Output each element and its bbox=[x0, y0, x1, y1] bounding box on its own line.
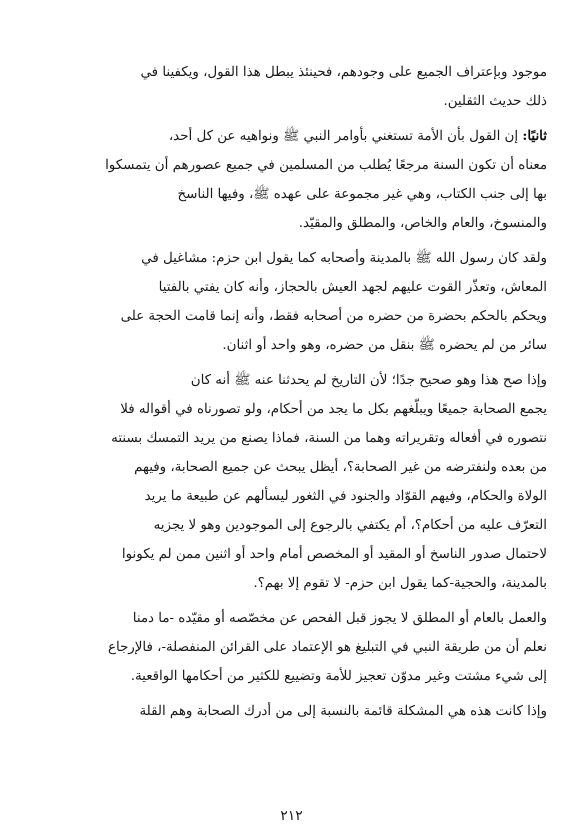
text-line: التعرّف عليه من أحكام؟، أم يكتفي بالرجوع إلى الموجودين وهو لا يجزيه bbox=[153, 518, 547, 533]
text-line: وإذا صح هذا وهو صحيح جدًا؛ لأن التاريخ لم يحدثنا عنه ﷺ أنه كان bbox=[190, 373, 547, 388]
paragraph-3 bbox=[54, 244, 547, 360]
text-line: معناه أن تكون السنة مرجعًا يُطلب من المسلمين في جميع عصورهم أن يتمسكوا bbox=[105, 158, 547, 173]
paragraph-1 bbox=[54, 58, 547, 116]
paragraph-lead: ثانيًا: bbox=[522, 128, 547, 144]
text-line: ولقد كان رسول الله ﷺ بالمدينة وأصحابه كما يقول ابن حزم: مشاغيل في bbox=[141, 251, 547, 266]
body-text bbox=[54, 58, 547, 732]
text-line: يجمع الصحابة جميعًا ويبلّغهم بكل ما يجد من أحكام، ولو تصورناه في أقواله فلا bbox=[120, 402, 547, 417]
text-span: إن القول بأن الأمة تستغني بأوامر النبي ﷺ ونواهيه عن كل أحد، bbox=[168, 129, 519, 144]
paragraph-2 bbox=[54, 122, 547, 238]
paragraph-5 bbox=[54, 604, 547, 691]
text-line: والمنسوخ، والعام والخاص، والمطلق والمقيّد. bbox=[298, 216, 547, 231]
text-line: إلى شيء مشتت وغير مدوّن تعجيز للأمة وتضييع للكثير من أحكامها الواقعية. bbox=[130, 669, 547, 684]
text-line: لاحتمال صدور الناسخ أو المقيد أو المخصص أمام واحد أو اثنين ممن لم يكونوا bbox=[121, 547, 547, 562]
text-line: سائر من لم يحضره ﷺ بنقل من حضره، وهو واحد أو اثنان. bbox=[222, 338, 547, 353]
text-line: وإذا كانت هذه هي المشكلة قائمة بالنسبة إلى من أدرك الصحابة وهم القلة bbox=[139, 704, 547, 719]
text-line: نتصوره في أفعاله وتقريراته وهما من السنة، فماذا يصنع من يريد التمسك بسنته bbox=[111, 431, 547, 446]
text-line: بها إلى جنب الكتاب، وهي غير مجموعة على عهده ﷺ، وفيها الناسخ bbox=[177, 187, 547, 202]
text-line: والعمل بالعام أو المطلق لا يجوز قبل الفحص عن مخصّصه أو مقيّده -ما دمنا bbox=[132, 611, 547, 626]
text-line: موجود وبإعتراف الجميع على وجودهم، فحينئذ يبطل هذا القول، ويكفينا في bbox=[140, 65, 547, 80]
text-line: ذلك حديث الثقلين. bbox=[443, 94, 547, 109]
text-line: من بعده ولنفترضه من غير الصحابة؟، أيظل يبحث عن جميع الصحابة، وفيهم bbox=[134, 460, 547, 475]
text-line: بالمدينة، والحجية-كما يقول ابن حزم- لا تقوم إلا بهم؟. bbox=[253, 576, 547, 591]
text-line: نعلم أن من طريقة النبي في التبليغ هو الإعتماد على القرائن المنفصلة-، فالإرجاع bbox=[107, 640, 547, 655]
text-line: المعاش، وتعذّر القوت عليهم لجهد العيش بالحجاز، وأنه كان يفتي بالفتيا bbox=[158, 280, 547, 295]
text-line: الولاة والحكام، وفيهم القوّاد والجنود في الثغور ليسألهم عن طبيعة ما يريد bbox=[144, 489, 547, 504]
text-line: ويحكم بالحكم بحضرة من حضره من أصحابه فقط، وأنه إنما قامت الحجة على bbox=[120, 309, 547, 324]
paragraph-6 bbox=[54, 697, 547, 726]
paragraph-4 bbox=[54, 366, 547, 598]
page-number: ٢١٢ bbox=[280, 808, 303, 824]
text-line bbox=[54, 122, 547, 151]
